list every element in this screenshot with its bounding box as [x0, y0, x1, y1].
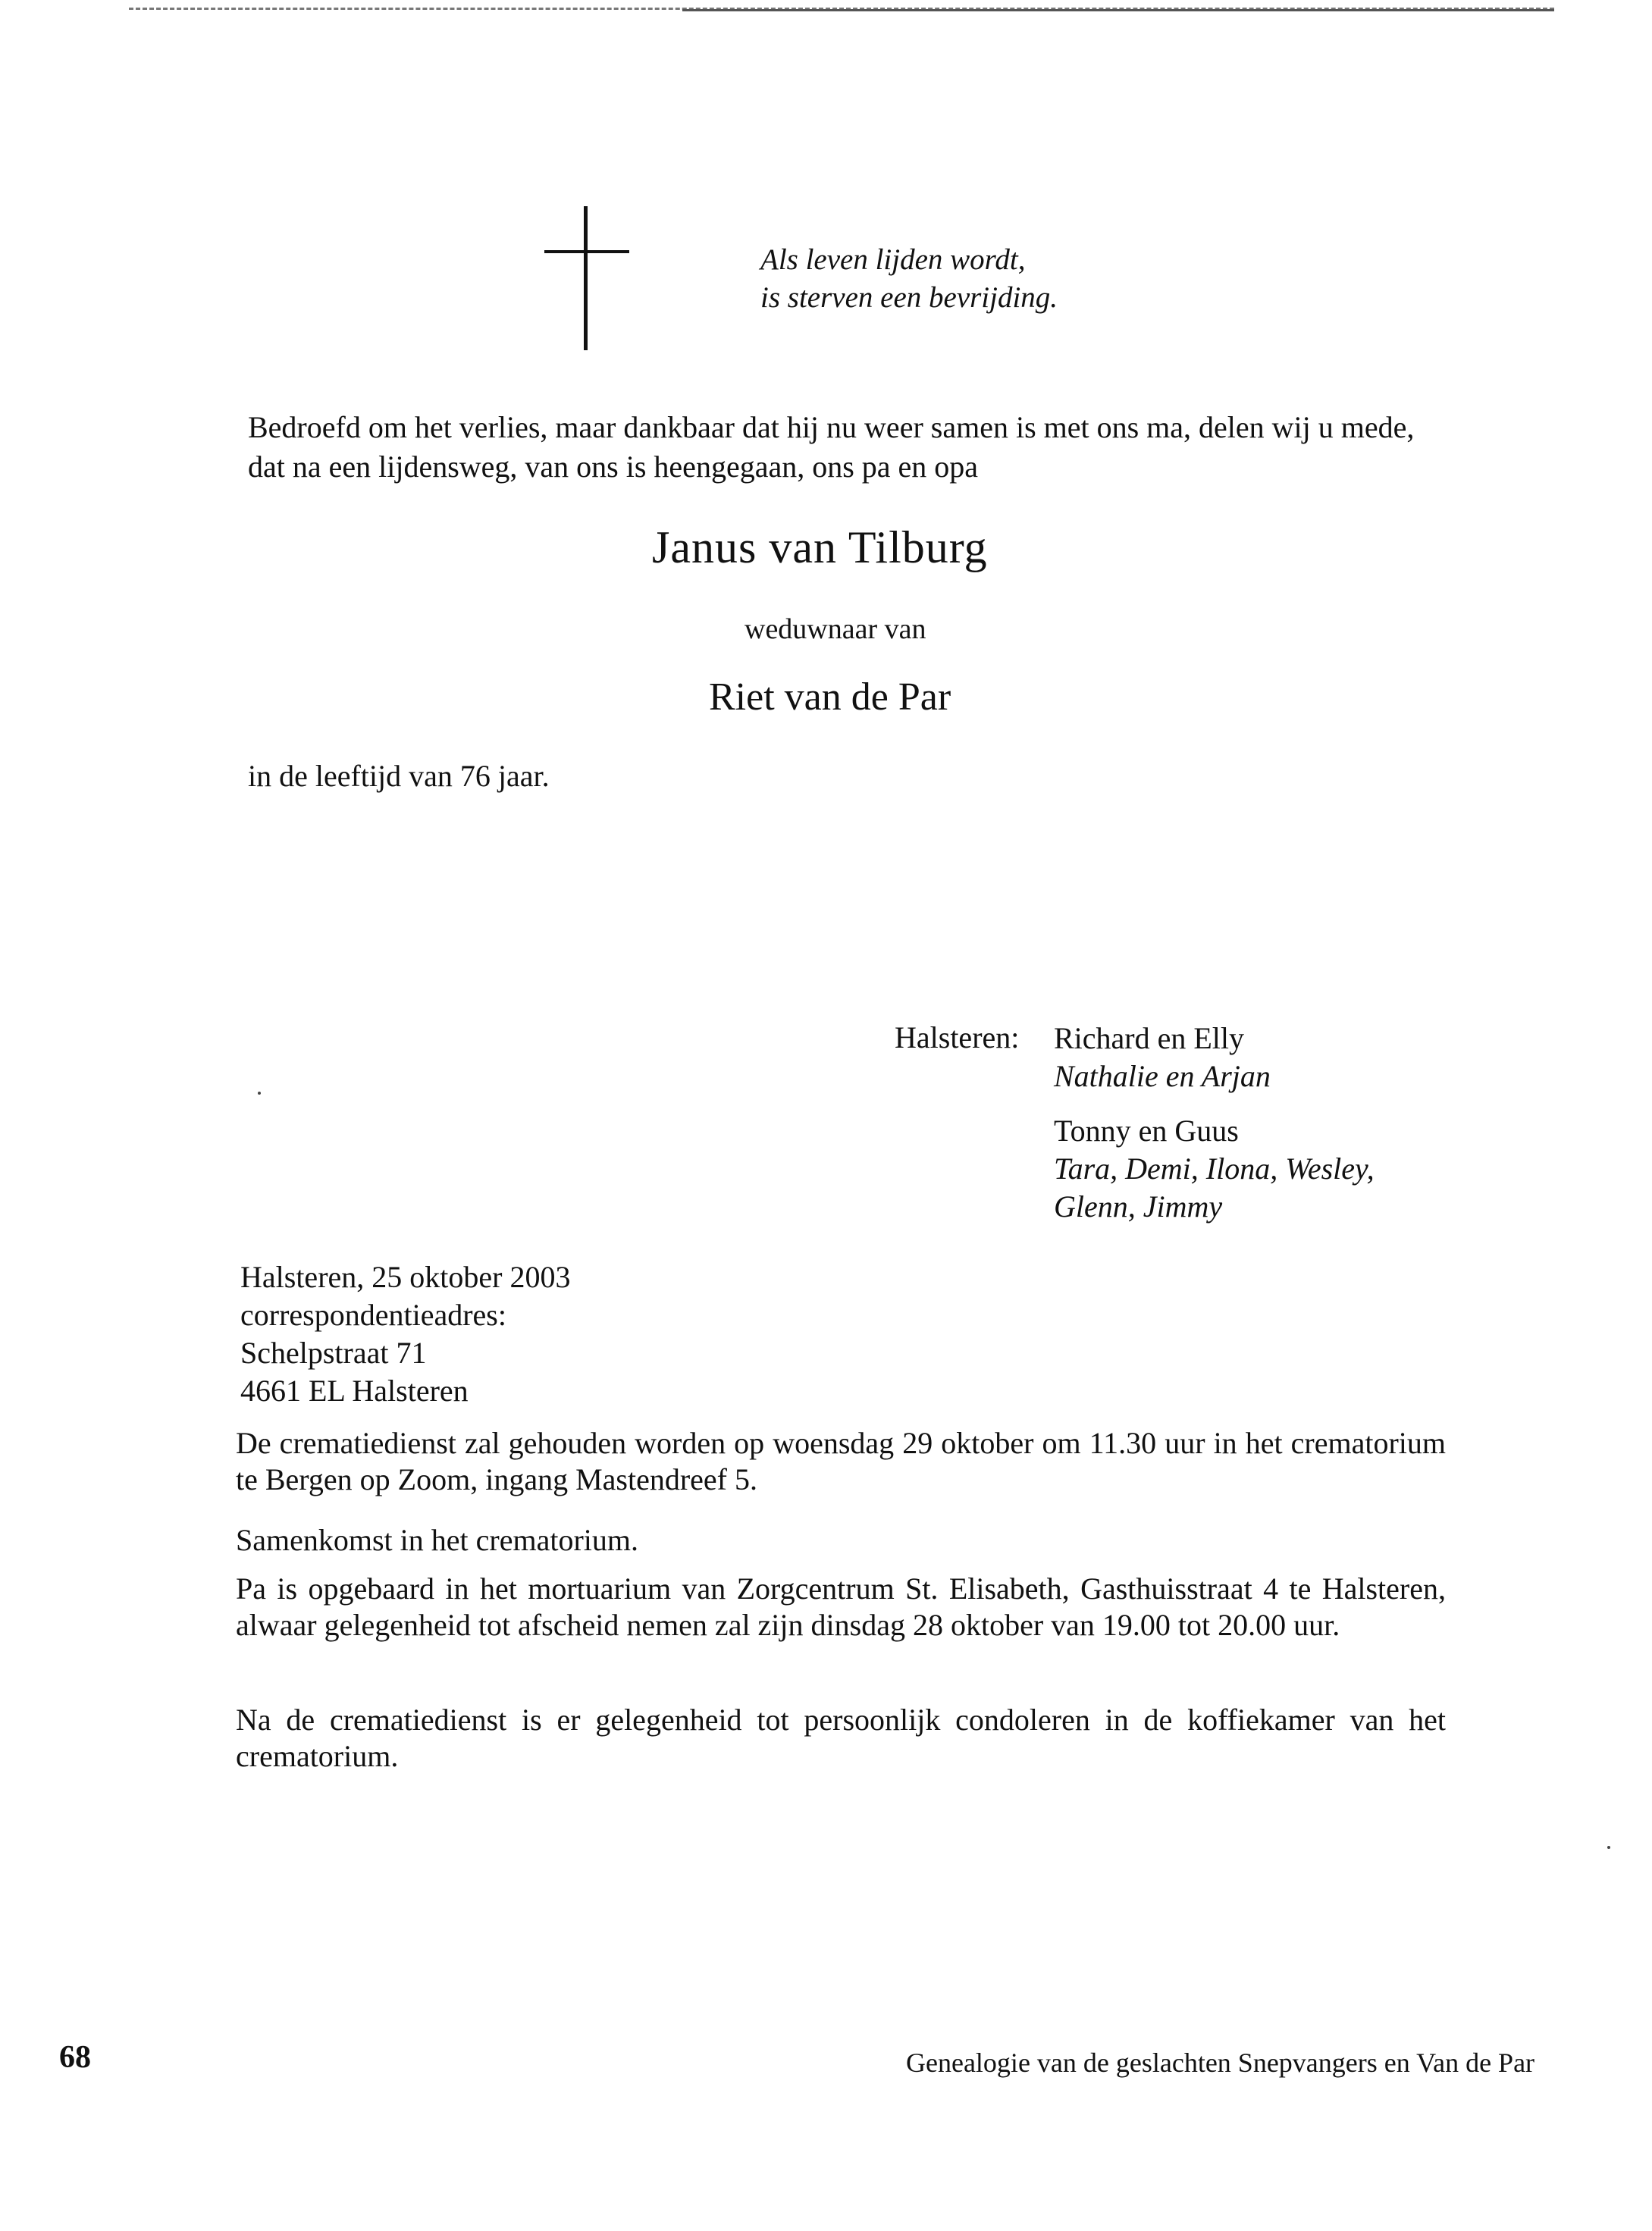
footer-title: Genealogie van de geslachten Snepvangers en Van de Par: [906, 2048, 1535, 2078]
grandchildren-1: Nathalie en Arjan: [1054, 1059, 1271, 1093]
scan-speck: [1607, 1846, 1610, 1849]
cross-icon: [544, 206, 629, 350]
intro-text: Bedroefd om het verlies, maar dankbaar dat hij nu weer samen is met ons ma, delen wij u mede, dat na een lijdensweg, van ons is heengegaan, ons pa en opa: [248, 410, 1415, 484]
grandchildren-2-line-1: Tara, Demi, Ilona, Wesley,: [1054, 1152, 1375, 1186]
family-place: Halsteren:: [895, 1020, 1020, 1054]
widower-label: weduwnaar van: [744, 613, 926, 645]
condolence-paragraph: Na de crematiedienst is er gelegenheid tot persoonlijk condoleren in de koffiekamer van het crematorium.: [236, 1703, 1446, 1773]
family-list: [1054, 1020, 1375, 1226]
motto: [760, 241, 1058, 317]
address-postal: 4661 EL Halsteren: [240, 1374, 469, 1408]
cremation-paragraph: De crematiedienst zal gehouden worden op woensdag 29 oktober om 11.30 uur in het crematorium te Bergen op Zoom, ingang Mastendreef 5.: [236, 1426, 1446, 1496]
motto-line-1: Als leven lijden wordt,: [760, 243, 1026, 276]
scan-speck: [258, 1092, 261, 1095]
page-number: 68: [59, 2040, 91, 2075]
grandchildren-2-line-2: Glenn, Jimmy: [1054, 1189, 1223, 1224]
motto-line-2: is sterven een bevrijding.: [760, 281, 1058, 314]
child-2: Tonny en Guus: [1054, 1114, 1239, 1148]
address-street: Schelpstraat 71: [240, 1336, 427, 1370]
spouse-name: Riet van de Par: [709, 675, 951, 719]
child-1: Richard en Elly: [1054, 1021, 1245, 1055]
gathering-paragraph: Samenkomst in het crematorium.: [236, 1523, 638, 1557]
correspondence-address: [240, 1258, 570, 1410]
deceased-name: Janus van Tilburg: [652, 522, 988, 572]
age-text: in de leeftijd van 76 jaar.: [248, 759, 550, 793]
viewing-paragraph: Pa is opgebaard in het mortuarium van Zorgcentrum St. Elisabeth, Gasthuisstraat 4 te Halsteren, alwaar gelegenheid tot afscheid nemen zal zijn dinsdag 28 oktober van 19.00 tot 20.00 uur.: [236, 1571, 1446, 1642]
scan-edge-line: [682, 9, 1554, 11]
address-label: correspondentieadres:: [240, 1298, 506, 1332]
place-date: Halsteren, 25 oktober 2003: [240, 1260, 571, 1294]
